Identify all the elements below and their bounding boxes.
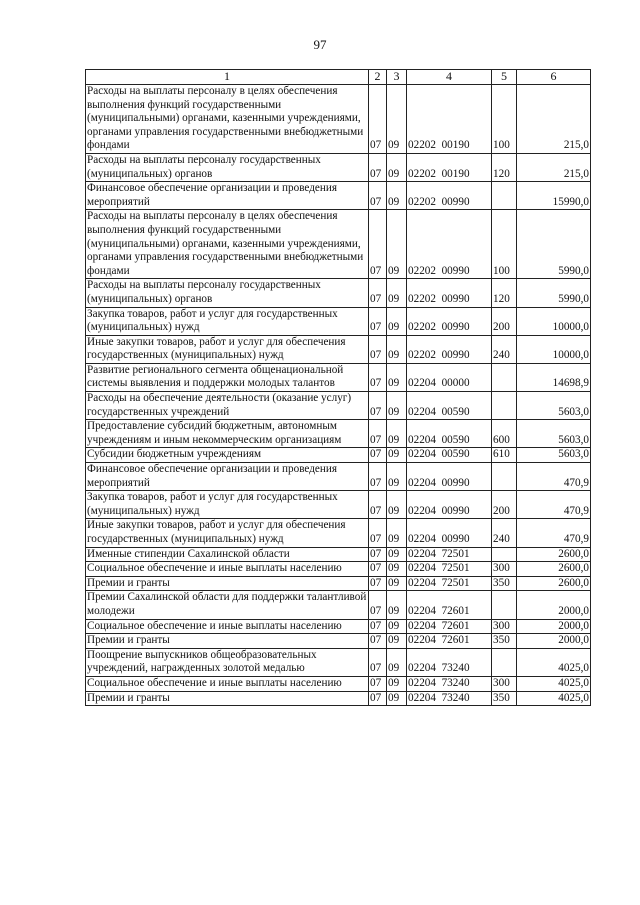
table-row (86, 576, 591, 591)
row-section: 07 (369, 335, 387, 363)
row-subsection: 09 (387, 363, 407, 391)
row-expense-type: 610 (492, 448, 517, 463)
row-amount: 215,0 (517, 85, 591, 154)
row-section: 07 (369, 392, 387, 420)
row-expense-type (492, 363, 517, 391)
row-section: 07 (369, 591, 387, 619)
row-expense-type: 350 (492, 576, 517, 591)
table-row (86, 448, 591, 463)
row-subsection: 09 (387, 519, 407, 547)
row-expense-type: 120 (492, 279, 517, 307)
row-target-article: 02202 00990 (407, 307, 492, 335)
row-target-article: 02204 72601 (407, 619, 492, 634)
row-section: 07 (369, 634, 387, 649)
table-row (86, 591, 591, 619)
row-target-article: 02204 00590 (407, 448, 492, 463)
row-subsection: 09 (387, 576, 407, 591)
row-target-article: 02204 00590 (407, 392, 492, 420)
table-row (86, 279, 591, 307)
row-section: 07 (369, 547, 387, 562)
column-header: 6 (517, 70, 591, 85)
row-name: Поощрение выпускников общеобразовательных учреждений, награжденных золотой медалью (86, 648, 369, 676)
row-name: Именные стипендии Сахалинской области (86, 547, 369, 562)
row-expense-type: 600 (492, 420, 517, 448)
row-section: 07 (369, 676, 387, 691)
row-subsection: 09 (387, 153, 407, 181)
row-target-article: 02202 00990 (407, 335, 492, 363)
row-name: Расходы на обеспечение деятельности (оказание услуг) государственных учреждений (86, 392, 369, 420)
row-target-article: 02204 00990 (407, 519, 492, 547)
row-name: Расходы на выплаты персоналу государственных (муниципальных) органов (86, 153, 369, 181)
column-header: 3 (387, 70, 407, 85)
row-name: Субсидии бюджетным учреждениям (86, 448, 369, 463)
row-expense-type: 200 (492, 491, 517, 519)
row-subsection: 09 (387, 691, 407, 706)
row-target-article: 02204 72501 (407, 576, 492, 591)
table-row (86, 519, 591, 547)
row-expense-type: 300 (492, 676, 517, 691)
row-amount: 4025,0 (517, 691, 591, 706)
table-row (86, 463, 591, 491)
row-name: Иные закупки товаров, работ и услуг для обеспечения государственных (муниципальных) нужд (86, 335, 369, 363)
row-expense-type (492, 648, 517, 676)
row-amount: 15990,0 (517, 182, 591, 210)
row-target-article: 02204 72501 (407, 562, 492, 577)
row-section: 07 (369, 153, 387, 181)
row-section: 07 (369, 463, 387, 491)
row-amount: 2600,0 (517, 562, 591, 577)
row-section: 07 (369, 279, 387, 307)
row-expense-type (492, 463, 517, 491)
row-section: 07 (369, 619, 387, 634)
row-amount: 470,9 (517, 491, 591, 519)
row-amount: 5990,0 (517, 279, 591, 307)
row-target-article: 02202 00190 (407, 85, 492, 154)
row-section: 07 (369, 648, 387, 676)
row-section: 07 (369, 491, 387, 519)
row-target-article: 02202 00190 (407, 153, 492, 181)
row-amount: 2600,0 (517, 547, 591, 562)
table-row (86, 491, 591, 519)
row-section: 07 (369, 448, 387, 463)
table-row (86, 619, 591, 634)
table-row (86, 691, 591, 706)
row-name: Предоставление субсидий бюджетным, автономным учреждениям и иным некоммерческим организациям (86, 420, 369, 448)
row-name: Закупка товаров, работ и услуг для государственных (муниципальных) нужд (86, 491, 369, 519)
page-number: 97 (313, 37, 327, 52)
table-body (86, 85, 591, 706)
column-header: 1 (86, 70, 369, 85)
row-section: 07 (369, 182, 387, 210)
budget-table (85, 69, 591, 706)
table-row (86, 335, 591, 363)
row-subsection: 09 (387, 210, 407, 279)
row-target-article: 02202 00990 (407, 182, 492, 210)
row-section: 07 (369, 307, 387, 335)
table-row (86, 562, 591, 577)
row-subsection: 09 (387, 491, 407, 519)
table-row (86, 420, 591, 448)
row-amount: 2600,0 (517, 576, 591, 591)
row-subsection: 09 (387, 335, 407, 363)
row-subsection: 09 (387, 547, 407, 562)
row-target-article: 02202 00990 (407, 210, 492, 279)
row-name: Премии Сахалинской области для поддержки талантливой молодежи (86, 591, 369, 619)
row-name: Премии и гранты (86, 576, 369, 591)
row-subsection: 09 (387, 448, 407, 463)
row-subsection: 09 (387, 676, 407, 691)
row-expense-type: 100 (492, 85, 517, 154)
row-amount: 4025,0 (517, 676, 591, 691)
row-section: 07 (369, 85, 387, 154)
table-row (86, 392, 591, 420)
column-header: 2 (369, 70, 387, 85)
row-subsection: 09 (387, 307, 407, 335)
row-expense-type: 350 (492, 634, 517, 649)
row-name: Финансовое обеспечение организации и проведения мероприятий (86, 182, 369, 210)
row-expense-type: 300 (492, 562, 517, 577)
row-amount: 215,0 (517, 153, 591, 181)
row-amount: 10000,0 (517, 307, 591, 335)
row-name: Расходы на выплаты персоналу в целях обеспечения выполнения функций государственными (муниципальными) органами, казенными учреждениями, органами управления государственными внебюджетными фондами (86, 85, 369, 154)
row-amount: 14698,9 (517, 363, 591, 391)
table-row (86, 153, 591, 181)
row-expense-type (492, 182, 517, 210)
row-section: 07 (369, 420, 387, 448)
table-row (86, 634, 591, 649)
row-target-article: 02204 00990 (407, 491, 492, 519)
row-amount: 5603,0 (517, 392, 591, 420)
row-expense-type: 350 (492, 691, 517, 706)
row-amount: 5603,0 (517, 448, 591, 463)
row-target-article: 02204 73240 (407, 676, 492, 691)
row-target-article: 02204 73240 (407, 648, 492, 676)
row-amount: 470,9 (517, 519, 591, 547)
column-header: 5 (492, 70, 517, 85)
row-amount: 2000,0 (517, 591, 591, 619)
row-expense-type (492, 392, 517, 420)
row-target-article: 02204 72601 (407, 591, 492, 619)
row-subsection: 09 (387, 85, 407, 154)
row-expense-type (492, 591, 517, 619)
row-subsection: 09 (387, 634, 407, 649)
row-name: Иные закупки товаров, работ и услуг для обеспечения государственных (муниципальных) нужд (86, 519, 369, 547)
table-row (86, 676, 591, 691)
row-subsection: 09 (387, 182, 407, 210)
row-name: Социальное обеспечение и иные выплаты населению (86, 676, 369, 691)
row-expense-type: 240 (492, 335, 517, 363)
row-target-article: 02204 73240 (407, 691, 492, 706)
row-target-article: 02204 00000 (407, 363, 492, 391)
row-target-article: 02202 00990 (407, 279, 492, 307)
row-amount: 10000,0 (517, 335, 591, 363)
row-name: Финансовое обеспечение организации и проведения мероприятий (86, 463, 369, 491)
row-section: 07 (369, 519, 387, 547)
row-amount: 2000,0 (517, 634, 591, 649)
row-expense-type (492, 547, 517, 562)
row-target-article: 02204 00990 (407, 463, 492, 491)
row-target-article: 02204 72601 (407, 634, 492, 649)
table-row (86, 182, 591, 210)
row-expense-type: 200 (492, 307, 517, 335)
row-name: Закупка товаров, работ и услуг для государственных (муниципальных) нужд (86, 307, 369, 335)
table-header-row (86, 70, 591, 85)
row-name: Социальное обеспечение и иные выплаты населению (86, 562, 369, 577)
row-amount: 470,9 (517, 463, 591, 491)
row-subsection: 09 (387, 279, 407, 307)
row-subsection: 09 (387, 648, 407, 676)
row-subsection: 09 (387, 392, 407, 420)
row-section: 07 (369, 210, 387, 279)
row-name: Расходы на выплаты персоналу государственных (муниципальных) органов (86, 279, 369, 307)
row-subsection: 09 (387, 562, 407, 577)
table-row (86, 210, 591, 279)
table-row (86, 648, 591, 676)
row-section: 07 (369, 562, 387, 577)
row-expense-type: 120 (492, 153, 517, 181)
row-name: Премии и гранты (86, 634, 369, 649)
row-subsection: 09 (387, 591, 407, 619)
row-name: Расходы на выплаты персоналу в целях обеспечения выполнения функций государственными (муниципальными) органами, казенными учреждениями, органами управления государственными внебюджетными фондами (86, 210, 369, 279)
row-amount: 4025,0 (517, 648, 591, 676)
row-target-article: 02204 00590 (407, 420, 492, 448)
table-row (86, 85, 591, 154)
row-section: 07 (369, 691, 387, 706)
row-amount: 5603,0 (517, 420, 591, 448)
row-subsection: 09 (387, 619, 407, 634)
row-name: Премии и гранты (86, 691, 369, 706)
row-name: Социальное обеспечение и иные выплаты населению (86, 619, 369, 634)
row-expense-type: 100 (492, 210, 517, 279)
column-header: 4 (407, 70, 492, 85)
row-name: Развитие регионального сегмента общенациональной системы выявления и поддержки молодых талантов (86, 363, 369, 391)
table-row (86, 547, 591, 562)
row-section: 07 (369, 576, 387, 591)
row-amount: 2000,0 (517, 619, 591, 634)
row-target-article: 02204 72501 (407, 547, 492, 562)
table-row (86, 363, 591, 391)
row-section: 07 (369, 363, 387, 391)
row-amount: 5990,0 (517, 210, 591, 279)
row-subsection: 09 (387, 463, 407, 491)
row-expense-type: 300 (492, 619, 517, 634)
row-expense-type: 240 (492, 519, 517, 547)
row-subsection: 09 (387, 420, 407, 448)
table-row (86, 307, 591, 335)
